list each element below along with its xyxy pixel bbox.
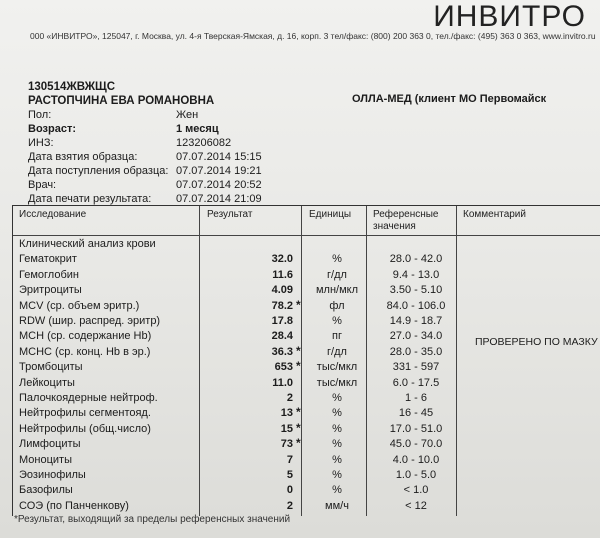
unit-value: г/дл — [327, 268, 347, 281]
unit-value: фл — [329, 299, 345, 312]
unit-value: % — [332, 253, 342, 266]
unit-value: г/дл — [327, 345, 347, 358]
reference-value: 84.0 - 106.0 — [386, 299, 446, 312]
table-row — [13, 468, 600, 483]
unit-value: % — [332, 407, 342, 420]
field-sex — [28, 108, 262, 122]
reference-value: 17.0 - 51.0 — [389, 422, 443, 435]
field-value: Жен — [176, 109, 199, 121]
field-print-date — [28, 192, 262, 206]
table-row — [13, 406, 600, 421]
test-name: Клинический анализ крови — [19, 238, 156, 250]
test-name: Нейтрофилы (общ.число) — [19, 422, 151, 435]
reference-value: 4.0 - 10.0 — [392, 453, 440, 466]
table-row — [13, 314, 600, 329]
reference-value: 45.0 - 70.0 — [389, 438, 443, 451]
field-inz — [28, 136, 262, 150]
table-row — [13, 422, 600, 437]
result-value: 653 — [274, 361, 293, 374]
result-value: 32.0 — [271, 253, 293, 266]
result-value: 11.6 — [272, 268, 293, 281]
header-result: Результат — [207, 209, 253, 220]
field-label: Врач: — [28, 179, 57, 191]
field-age — [28, 122, 262, 136]
result-value: 36.3 — [271, 345, 293, 358]
unit-value: мм/ч — [325, 499, 349, 512]
unit-value: % — [332, 469, 342, 481]
patient-code: 130514ЖВЖЩС — [28, 81, 116, 93]
result-value: 5 — [286, 469, 293, 481]
result-value: 7 — [286, 453, 293, 466]
test-name: Палочкоядерные нейтроф. — [19, 392, 158, 404]
reference-value: 14.9 - 18.7 — [389, 315, 443, 327]
result-value: 73 — [280, 438, 293, 451]
test-name: MCHC (ср. конц. Hb в эр.) — [19, 345, 151, 358]
unit-value: % — [332, 453, 342, 466]
test-name: MCH (ср. содержание Hb) — [19, 330, 152, 343]
field-sample-date — [28, 150, 262, 164]
field-received-date — [28, 164, 262, 178]
result-value: 28.4 — [271, 330, 293, 343]
unit-value: тыс/мкл — [316, 361, 358, 374]
test-name: Лимфоциты — [19, 438, 81, 451]
unit-value: % — [332, 315, 342, 327]
test-name: Базофилы — [19, 484, 73, 497]
table-row — [13, 483, 600, 498]
reference-value: 9.4 - 13.0 — [392, 268, 440, 281]
table-row — [13, 299, 600, 314]
out-of-range-flag: * — [296, 297, 301, 312]
out-of-range-flag: * — [296, 420, 301, 435]
out-of-range-flag: * — [296, 343, 301, 358]
table-row — [13, 283, 600, 298]
test-name: Моноциты — [19, 453, 72, 466]
table-row — [13, 237, 600, 252]
reference-value: < 1.0 — [403, 484, 429, 497]
field-value: 07.07.2014 15:15 — [176, 151, 262, 163]
result-value: 15 — [280, 422, 293, 435]
test-name: Эритроциты — [19, 284, 82, 297]
field-value: 07.07.2014 19:21 — [176, 165, 262, 177]
field-doctor — [28, 178, 262, 192]
unit-value: тыс/мкл — [316, 376, 358, 389]
field-value: 1 месяц — [176, 123, 219, 135]
reference-value: 16 - 45 — [398, 407, 434, 420]
reference-value: 3.50 - 5.10 — [389, 284, 443, 297]
field-label: Дата взятия образца: — [28, 151, 138, 163]
test-name: Эозинофилы — [19, 469, 86, 481]
lab-address: 000 «ИНВИТРО», 125047, г. Москва, ул. 4-я Тверская-Ямская, д. 16, корп. 3 тел/факс: (800) 200 363 0, тел./факс: (495) 363 0 363, www.invitro.ru — [30, 31, 596, 41]
table-row — [13, 499, 600, 514]
unit-value: % — [332, 484, 342, 497]
result-value: 0 — [286, 484, 293, 497]
table-row — [13, 268, 600, 283]
result-value: 2 — [286, 392, 293, 404]
unit-value: пг — [332, 330, 342, 343]
field-label: ИНЗ: — [28, 137, 54, 149]
comment-text: ПРОВЕРЕНО ПО МАЗКУ — [475, 336, 598, 348]
header-reference-line2: значения — [373, 221, 416, 232]
table-row — [13, 437, 600, 452]
field-label: Возраст: — [28, 123, 76, 135]
test-name: Гемоглобин — [19, 268, 79, 281]
result-value: 78.2 — [271, 299, 293, 312]
reference-value: 331 - 597 — [392, 361, 440, 374]
test-name: Лейкоциты — [19, 376, 75, 389]
unit-value: % — [332, 438, 342, 451]
field-value: 07.07.2014 21:09 — [176, 193, 262, 205]
result-value: 4.09 — [271, 284, 293, 297]
table-row — [13, 360, 600, 375]
table-row — [13, 453, 600, 468]
test-name: RDW (шир. распред. эритр) — [19, 315, 161, 327]
header-comment: Комментарий — [463, 209, 526, 220]
field-value: 123206082 — [176, 137, 232, 149]
patient-name: РАСТОПЧИНА ЕВА РОМАНОВНА — [28, 95, 215, 107]
out-of-range-flag: * — [296, 405, 301, 420]
result-value: 17.8 — [271, 315, 293, 327]
result-value: 11.0 — [272, 376, 293, 389]
result-value: 2 — [286, 499, 293, 512]
clinic-name: ОЛЛА-МЕД (клиент МО Первомайск — [352, 93, 547, 105]
table-row — [13, 252, 600, 267]
reference-value: 1 - 6 — [404, 392, 427, 404]
table-row — [13, 391, 600, 406]
test-name: Гематокрит — [19, 253, 77, 266]
header-divider — [13, 235, 600, 236]
header-reference — [373, 209, 439, 233]
test-name: Нейтрофилы сегментояд. — [19, 407, 151, 420]
test-name: СОЭ (по Панченкову) — [19, 499, 129, 512]
field-label: Дата поступления образца: — [28, 165, 169, 177]
reference-value: 6.0 - 17.5 — [392, 376, 440, 389]
invitro-logo: ИНВИТРО — [433, 0, 586, 33]
reference-value: < 12 — [405, 499, 427, 512]
unit-value: млн/мкл — [315, 284, 359, 297]
header-reference-line1: Референсные — [373, 209, 439, 220]
table-row — [13, 376, 600, 391]
reference-value: 27.0 - 34.0 — [389, 330, 443, 343]
out-of-range-flag: * — [296, 436, 301, 451]
out-of-range-flag: * — [296, 359, 301, 374]
test-name: MCV (ср. объем эритр.) — [19, 299, 140, 312]
test-name: Тромбоциты — [19, 361, 83, 374]
result-value: 13 — [280, 407, 293, 420]
field-value: 07.07.2014 20:52 — [176, 179, 262, 191]
reference-value: 28.0 - 42.0 — [389, 253, 443, 266]
unit-value: % — [332, 392, 342, 404]
footnote: *Результат, выходящий за пределы референсных значений — [14, 514, 291, 525]
unit-value: % — [332, 422, 342, 435]
reference-value: 28.0 - 35.0 — [389, 345, 443, 358]
field-label: Дата печати результата: — [28, 193, 152, 205]
reference-value: 1.0 - 5.0 — [395, 469, 437, 481]
header-test: Исследование — [19, 209, 87, 220]
header-units: Единицы — [309, 209, 352, 220]
patient-info — [28, 80, 262, 206]
field-label: Пол: — [28, 109, 52, 121]
results-table — [12, 205, 600, 516]
